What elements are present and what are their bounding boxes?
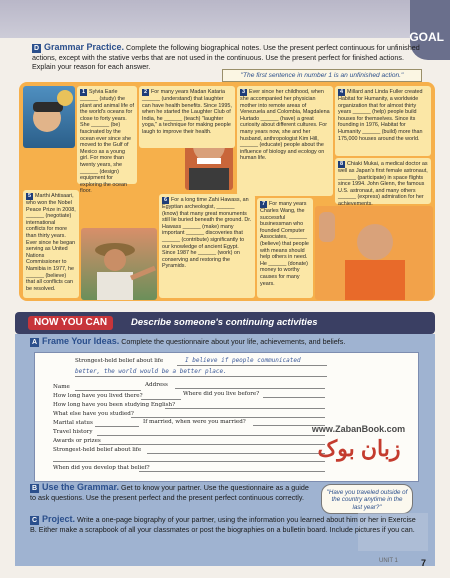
card-text: For many years Madan Kataria ______ (understand) that laughter can have health benefits. Since 1995, when he started the Laughter Club of India, he ______ (teach) "laughter yoga," a technique for making people laugh to improve their health.: [142, 89, 232, 135]
section-badge-d: D: [33, 45, 40, 52]
field-studying: How long have you been studying English?: [53, 402, 176, 408]
card-text: Millard and Linda Fuller created Habitat for Humanity, a worldwide organization that for almost thirty years ______ (help) people build houses for themselves. Since its founding in 1976, Habitat for Humanity ______ (build) more than 175,000 houses around the world.: [338, 89, 423, 142]
use-grammar-instructions: Get to know your partner. Use the questionnaire as a guide to ask questions. Use the present perfect and the present perfect continuous correctly.: [30, 483, 309, 502]
project-title: Project.: [42, 514, 76, 524]
page-number: 7: [421, 558, 427, 568]
card-number: 8: [339, 161, 344, 167]
card-number: 7: [261, 201, 266, 207]
field-line[interactable]: [141, 399, 181, 400]
speech-bubble: "Have you traveled outside of the country anytime in the last year?": [321, 484, 413, 514]
card-number: 4: [339, 89, 344, 95]
handwritten-answer-line-1: I believe if people communicated: [185, 357, 301, 364]
footer-unit: UNIT 1: [379, 558, 398, 564]
grammar-practice-section: [32, 43, 424, 71]
photo-chiaki-mukai: [315, 206, 433, 300]
field-line[interactable]: [175, 388, 325, 389]
field-line[interactable]: [131, 417, 325, 418]
archeologist-image: [81, 228, 157, 300]
field-where-before: Where did you live before?: [183, 391, 260, 397]
corner-label: GOAL: [409, 30, 444, 44]
field-lived: How long have you lived there?: [53, 393, 143, 399]
field-awards: Awards or prizes: [53, 438, 101, 444]
handwritten-answer-line-2: better, the world would be a better place.: [75, 368, 227, 375]
bio-card-3: [237, 86, 333, 196]
card-number: 5: [27, 193, 32, 199]
field-line[interactable]: [263, 397, 325, 398]
card-number: 6: [163, 197, 168, 203]
frame-ideas-title: Frame Your Ideas.: [42, 336, 120, 346]
frame-ideas-section: [30, 337, 430, 347]
field-line[interactable]: [75, 390, 141, 391]
field-travel: Travel history: [53, 429, 93, 435]
field-line[interactable]: [165, 408, 325, 409]
card-text: Sylvia Earle ______ (study) the plant and animal life of the world's oceans for close to forty years. She ______ (be) fascinated by the ocean ever since she moved to the Gulf of Mexico as a young girl. For more than twenty years, she ______ (design) equipment for exploring the ocean floor.: [80, 89, 134, 195]
card-number: 2: [143, 89, 148, 95]
field-studied: What else have you studied?: [53, 411, 134, 417]
now-you-can-subtitle: Describe someone's continuing activities: [131, 317, 318, 328]
watermark: [291, 424, 426, 478]
bio-card-4: [335, 86, 431, 156]
card-number: 1: [81, 89, 86, 95]
grammar-practice-title: Grammar Practice.: [44, 42, 125, 52]
use-grammar-title: Use the Grammar.: [42, 482, 120, 492]
frame-ideas-instructions: Complete the questionnaire about your life, achievements, and beliefs.: [121, 337, 346, 346]
bio-card-1: [77, 86, 137, 195]
bio-card-5: [23, 190, 79, 298]
now-you-can-banner: [15, 312, 435, 334]
watermark-url: www.ZabanBook.com: [311, 424, 406, 434]
field-line[interactable]: [95, 426, 139, 427]
section-badge-b: B: [31, 485, 38, 492]
field-develop: When did you develop that belief?: [53, 465, 150, 471]
field-line[interactable]: [53, 461, 325, 462]
top-band: [0, 0, 450, 38]
astronaut-image: [315, 206, 433, 300]
field-name: Name: [53, 384, 70, 390]
diver-image: [23, 86, 75, 148]
project-instructions: Write a one-page biography of your partner, using the information you learned about him or her in Exercise B. Either make a scrapbook of all your classmates or post the biographies on a bulletin board. Include pictures if you can.: [30, 515, 416, 534]
biography-collage: [19, 82, 435, 301]
card-text: Chiaki Mukai, a medical doctor as well as Japan's first female astronaut, ______ (participate) in space flights since 1994. John Glenn, the famous U.S. astronaut, and many others ______ (express) admiration for her achievements.: [338, 161, 428, 207]
bio-card-7: [257, 198, 313, 298]
section-badge-a: A: [31, 339, 38, 346]
card-text: For many years Charles Wang, the successful businessman who founded Computer Associates, ______ (believe) that people with means should help others in need. He ______ (donate) money to worthy causes for many years.: [260, 201, 309, 287]
field-married: If married, when were you married?: [143, 419, 246, 425]
section-badge-c: C: [31, 517, 38, 524]
bio-card-8: [335, 158, 431, 207]
card-text: Marthi Ahtisaari, who won the Nobel Peace Prize in 2008, ______ (negotiate) international conflicts for more than thirty years. Ever since he began serving as United Nations Commissioner to Namibia in 1977, he ______ (believe) that all conflicts can be resolved.: [26, 193, 76, 292]
answer-line: [177, 365, 327, 366]
grammar-practice-instructions: Complete the following biographical notes. Use the present perfect continuous for unfinished actions, except with the stative verbs that are not used in the continuous. Use the present perfect for finished actions. Explain your reason for each answer.: [32, 43, 420, 71]
example-box: "The first sentence in number 1 is an unfinished action.": [222, 69, 422, 82]
bio-card-2: [139, 86, 235, 148]
card-number: 3: [241, 89, 246, 95]
photo-sylvia-earle: [23, 86, 75, 148]
field-marital: Marital status: [53, 420, 93, 426]
now-you-can-pill: NOW YOU CAN: [28, 316, 113, 330]
strongest-belief-label: Strongest-held belief about life: [75, 358, 164, 364]
card-text: For a long time Zahi Hawass, an Egyptian archeologist, ______ (know) that many great monuments still lie buried beneath the ground. Dr. Hawass ______ (make) many important ______ discoveries that ______ (contribute) significantly to our knowledge of ancient Egypt. Since 1987 he ______ (work) on conserving and restoring the Pyramids.: [162, 197, 252, 270]
answer-line: [75, 376, 327, 377]
field-belief: Strongest-held belief about life: [53, 447, 142, 453]
photo-zahi-hawass: [81, 228, 157, 300]
field-address: Address: [145, 382, 168, 388]
bio-card-6: [159, 194, 255, 298]
use-grammar-section: [30, 483, 316, 502]
card-text: Ever since her childhood, when she accompanied her physician mother into remote areas of Venezuela and Colombia, Magdalena Hurtado ______ (have) a great curiosity about different cultures. For many years now, she and her husband, anthropologist Kim Hill, ______ (educate) people about the influence of biology and ecology on human life.: [240, 89, 330, 162]
watermark-logo: زبان بوک: [317, 436, 401, 461]
project-section: [30, 515, 420, 534]
